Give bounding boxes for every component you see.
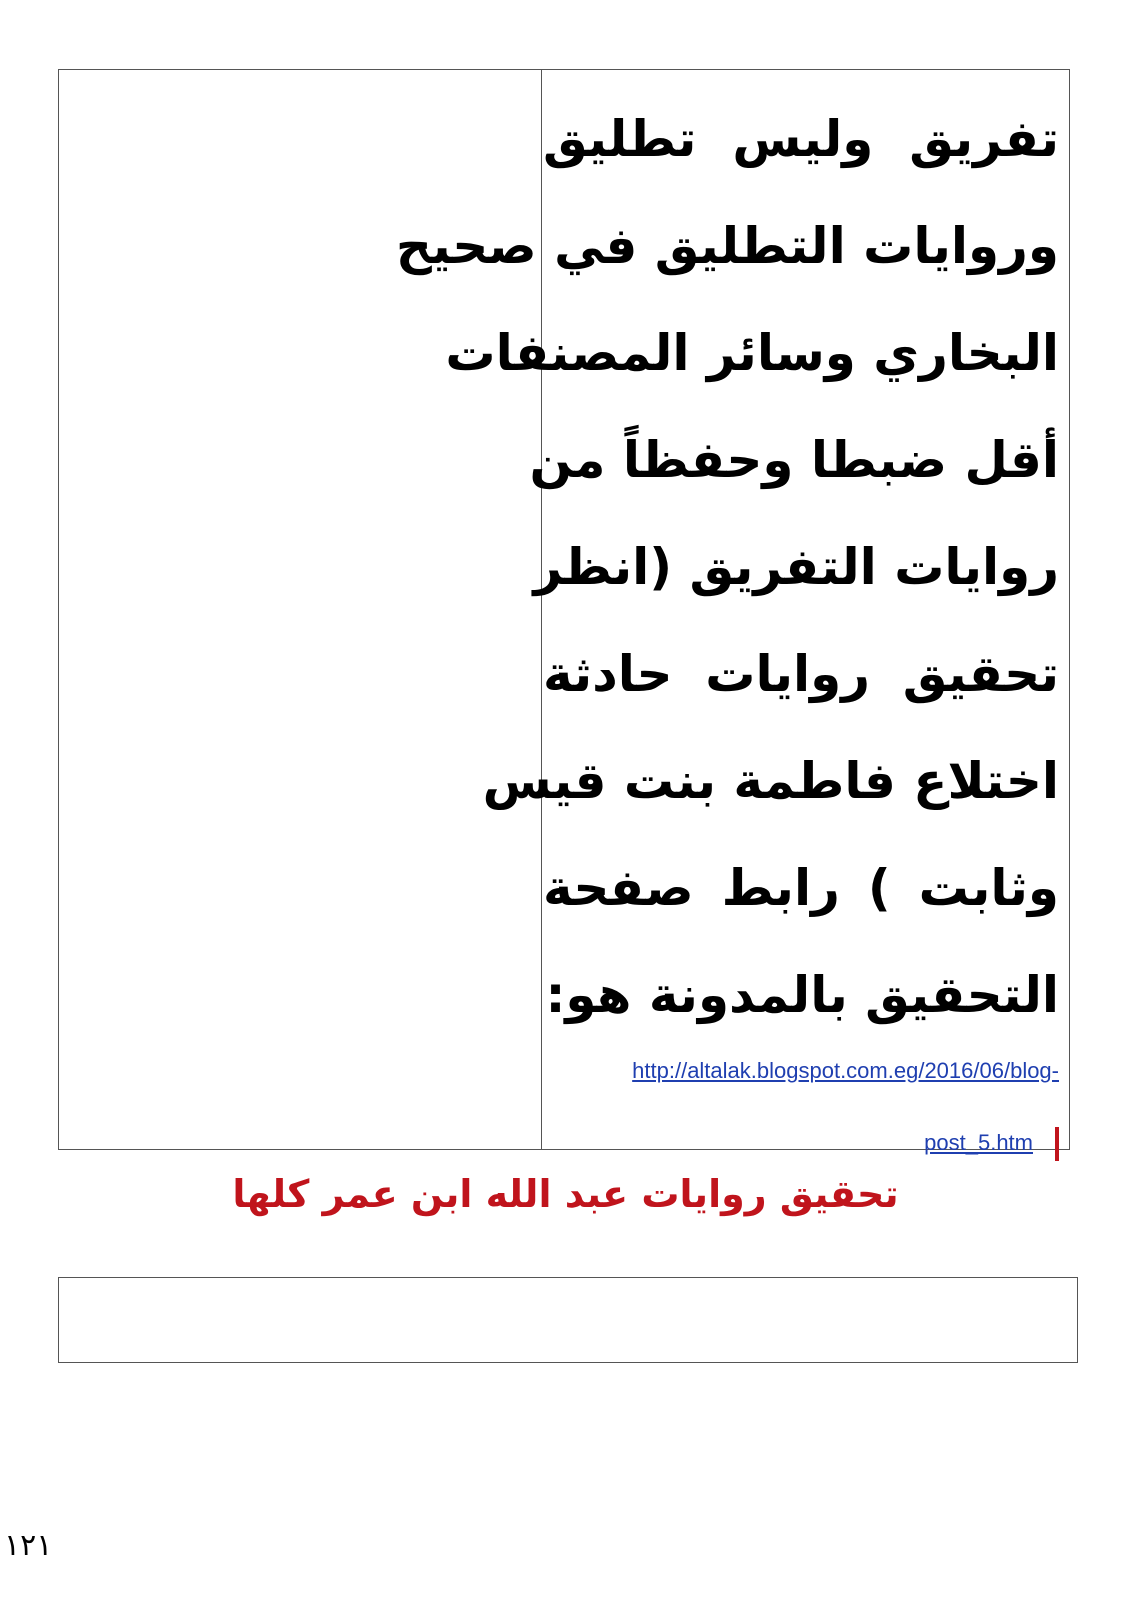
body-line-5: روايات التفريق (انظر bbox=[533, 538, 1059, 596]
link-row-2 bbox=[543, 1125, 1059, 1161]
blog-link-part1[interactable]: http://altalak.blogspot.com.eg/2016/06/blog- bbox=[632, 1058, 1059, 1083]
text-cursor-mark bbox=[1055, 1127, 1059, 1161]
body-line-2: وروايات التطليق في صحيح bbox=[395, 217, 1059, 275]
body-line-1: تفريق وليس تطليق bbox=[543, 110, 1059, 168]
body-line-4: أقل ضبطا وحفظاً من bbox=[529, 431, 1059, 489]
body-line-3: البخاري وسائر المصنفات bbox=[445, 324, 1059, 382]
text-cell bbox=[395, 86, 1059, 1155]
blog-link-part2[interactable]: post_5.htm bbox=[924, 1130, 1033, 1155]
body-line-7: اختلاع فاطمة بنت قيس bbox=[482, 752, 1059, 810]
top-table bbox=[58, 69, 1070, 1155]
section-heading: تحقيق روايات عبد الله ابن عمر كلها bbox=[232, 1172, 899, 1216]
link-row-1 bbox=[543, 1053, 1059, 1089]
bottom-table bbox=[58, 1277, 1078, 1363]
body-line-8: وثابت ) رابط صفحة bbox=[543, 859, 1059, 917]
page-number: ١٢١ bbox=[4, 1528, 53, 1563]
body-line-6: تحقيق روايات حادثة bbox=[543, 645, 1059, 703]
body-line-9: التحقيق بالمدونة هو: bbox=[545, 966, 1059, 1024]
